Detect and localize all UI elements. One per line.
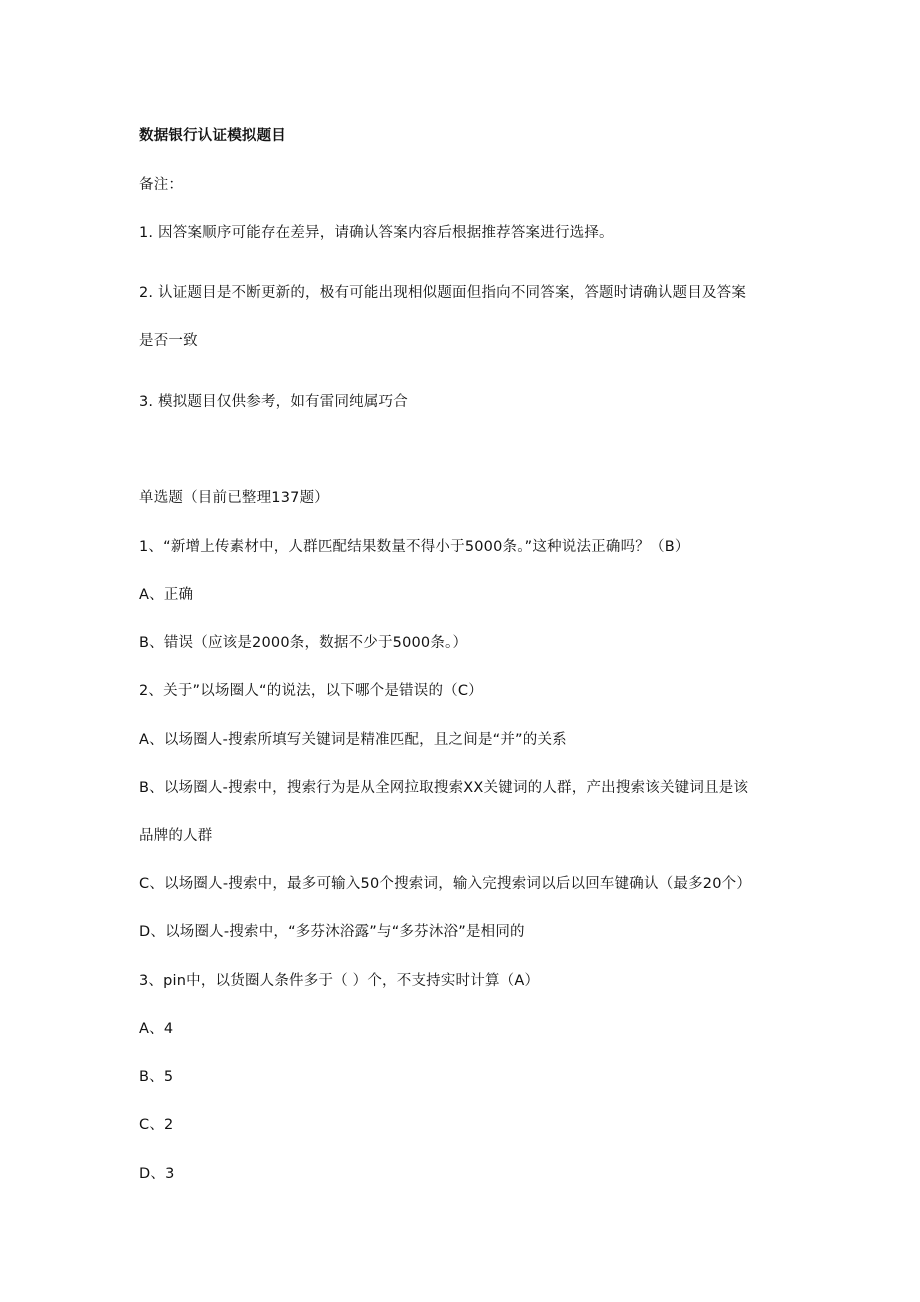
question-3-option-a: A、4: [139, 1021, 174, 1037]
section-heading: 单选题（目前已整理137题）: [139, 490, 329, 506]
note-3: 3. 模拟题目仅供参考，如有雷同纯属巧合: [139, 394, 408, 410]
question-1-stem: 1、“新增上传素材中，人群匹配结果数量不得小于5000条。”这种说法正确吗？（B）: [139, 539, 690, 555]
question-2-option-a: A、以场圈人-搜索所填写关键词是精准匹配，且之间是“并”的关系: [139, 732, 567, 748]
note-1: 1. 因答案顺序可能存在差异，请确认答案内容后根据推荐答案进行选择。: [139, 225, 614, 241]
note-2-continued: 是否一致: [139, 333, 198, 349]
question-3-option-b: B、5: [139, 1069, 174, 1085]
note-2: 2. 认证题目是不断更新的，极有可能出现相似题面但指向不同答案，答题时请确认题目及答案: [139, 285, 747, 301]
question-3-stem: 3、pin中，以货圈人条件多于（ ）个，不支持实时计算（A）: [139, 973, 540, 989]
question-2-option-b: B、以场圈人-搜索中，搜索行为是从全网拉取搜索XX关键词的人群，产出搜索该关键词且是该: [139, 780, 749, 796]
question-2-option-c: C、以场圈人-搜索中，最多可输入50个搜索词，输入完搜索词以后以回车键确认（最多20个）: [139, 876, 752, 892]
question-2-option-d: D、以场圈人-搜索中，“多芬沐浴露”与“多芬沐浴”是相同的: [139, 924, 525, 940]
question-1-option-b: B、错误（应该是2000条，数据不少于5000条。）: [139, 635, 468, 651]
question-3-option-d: D、3: [139, 1166, 175, 1182]
document-title: 数据银行认证模拟题目: [139, 128, 286, 144]
question-1-option-a: A、正确: [139, 587, 194, 603]
question-2-option-b-continued: 品牌的人群: [139, 828, 213, 844]
question-2-stem: 2、关于”以场圈人“的说法，以下哪个是错误的（C）: [139, 683, 483, 699]
notes-heading: 备注：: [139, 177, 184, 193]
question-3-option-c: C、2: [139, 1117, 174, 1133]
